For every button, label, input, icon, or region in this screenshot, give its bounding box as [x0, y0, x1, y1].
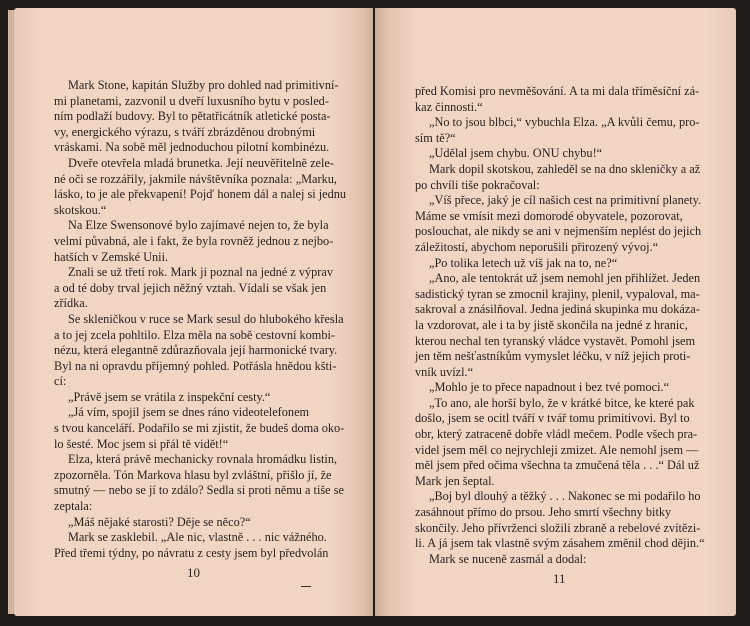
text-line: Byl na ni opravdu příjemný pohled. Potřásla hnědou kšti-	[54, 358, 337, 373]
printer-mark	[301, 586, 311, 587]
text-line: „Boj byl dlouhý a těžký . . . Nakonec se mi podařilo ho	[429, 489, 701, 504]
text-line: skončily. Jeho přívrženci složili zbraně a rebelové zvítězi-	[415, 520, 701, 535]
right-page-text	[415, 84, 715, 567]
text-line: skotskou.“	[54, 202, 107, 217]
text-line: „Ano, ale tentokrát už jsem nemohl jen přihlížet. Jeden	[429, 271, 701, 286]
text-line: Na Elze Swensonové bylo zajímavé nejen to, že byla	[68, 218, 329, 233]
text-line: sakroval a znásilňoval. Jedna jediná skupinka mu dokáza-	[415, 302, 700, 317]
text-line: jen těm nešťastníkům vymyslet léčku, v níž jejich proti-	[415, 349, 691, 364]
text-line: měl jsem před očima všechna ta zmučená těla . . .“ Dál už	[415, 458, 700, 473]
text-line: sím tě?“	[415, 130, 456, 145]
right-page	[375, 8, 736, 616]
text-line: Mark jen šeptal.	[415, 473, 495, 488]
text-line: videl jsem měl co nejrychleji zmizet. Ale nemohl jsem —	[415, 442, 699, 457]
text-line: před Komisi pro nevměšování. A ta mi dala tříměsíční zá-	[415, 84, 700, 98]
text-line: mi planetami, zazvonil u dveří luxusního bytu v posled-	[54, 93, 329, 108]
text-line: došlo, jsem se ocitl tváří v tvář tomu primitivovi. Byl to	[415, 411, 690, 426]
text-line: Dveře otevřela mladá brunetka. Její neuvěřitelně zele-	[68, 155, 334, 170]
text-line: „Po tolika letech už víš jak na to, ne?“	[429, 255, 618, 270]
right-page-number: 11	[553, 571, 566, 586]
text-line: „Udělal jsem chybu. ONU chybu!“	[429, 146, 603, 161]
text-line: „Máš nějaké starosti? Děje se něco?“	[68, 514, 251, 529]
text-line: „Mohlo je to přece napadnout i bez tvé pomoci.“	[429, 380, 670, 395]
text-line: s tvou kanceláří. Podařilo se mi zjistit, že budeš doma oko-	[54, 421, 345, 436]
left-page-text	[54, 78, 366, 561]
text-line: Mark se zasklebil. „Ale nic, vlastně . . . nic vážného.	[68, 530, 327, 545]
text-line: Před třemi týdny, po návratu z cesty jsem byl předvolán	[54, 545, 329, 560]
text-line: né oči se rozzářily, jakmile návštěvníka poznala: „Marku,	[54, 171, 337, 186]
text-line: la vzdorovat, ale i ta by jistě skončila na jedné z hranic,	[415, 317, 688, 332]
text-line: „To ano, ale horší bylo, že v krátké bitce, ke které pak	[429, 395, 695, 410]
text-line: lásko, to je ale překvapení! Pojď honem dál a nalej si jednu	[54, 187, 347, 202]
text-line: Znali se už třetí rok. Mark ji poznal na jedné z výprav	[68, 265, 333, 280]
text-line: Se skleničkou v ruce se Mark sesul do hlubokého křesla	[68, 311, 344, 326]
text-line: „Já vím, spojil jsem se dnes ráno videotelefonem	[68, 405, 310, 420]
text-line: smutný — nebo se jí to zdálo? Sedla si proti němu a tiše se	[54, 483, 344, 498]
text-line: Elza, která právě mechanicky rovnala hromádku listin,	[68, 452, 338, 467]
text-line: vník uvízl.“	[415, 364, 474, 379]
text-line: a to jej zcela pohltilo. Elza měla na sobě cestovní kombi-	[54, 327, 336, 342]
text-line: cí:	[54, 374, 67, 389]
text-line: po chvíli tiše pokračoval:	[415, 177, 540, 192]
text-line: Máme se vmísit mezi domorodé obyvatele, pozorovat,	[415, 208, 683, 223]
text-line: Mark Stone, kapitán Služby pro dohled nad primitivní-	[68, 78, 339, 92]
text-line: a od té doby trval jejich něžný vztah. Vídali se však jen	[54, 280, 327, 295]
text-line: „No to jsou blbci,“ vybuchla Elza. „A kvůli čemu, pro-	[429, 115, 700, 130]
text-line: vy, energického výrazu, s tváří zbrázděnou drobnými	[54, 124, 316, 139]
text-line: Mark se nuceně zasmál a dodal:	[429, 551, 587, 566]
text-line: poslouchat, ale nikdy se ani v nejmenším neplést do jejich	[415, 224, 702, 239]
text-line: li. A já jsem tak vlastně svým zásahem změnil chod dějin.“	[415, 536, 705, 551]
text-line: zpozorněla. Tón Markova hlasu byl zvláštní, přišlo jí, že	[54, 467, 332, 482]
text-line: velmi půvabná, ale i fakt, že byla rovněž jednou z nejbo-	[54, 233, 334, 248]
text-line: záležitostí, abychom neporušili přirozený vývoj.“	[415, 239, 659, 254]
text-line: zřídka.	[54, 296, 88, 311]
text-line: obr, který zatraceně dobře vládl mečem. Podle všech pra-	[415, 427, 698, 442]
text-line: „Právě jsem se vrátila z inspekční cesty.“	[68, 389, 271, 404]
text-line: nézu, která elegantně zdůrazňovala její harmonické tvary.	[54, 343, 338, 358]
text-line: lo šesté. Moc jsem si přál tě vidět!“	[54, 436, 229, 451]
text-line: zasáhnout přímo do prsou. Jeho smrtí všechny bitky	[415, 505, 672, 520]
text-line: sadistický tyran se zmocnil krajiny, plenil, vypaloval, ma-	[415, 286, 700, 301]
text-line: „Víš přece, jaký je cíl našich cest na primitivní planety.	[429, 193, 702, 208]
text-line: kaz činnosti.“	[415, 99, 483, 114]
text-line: ním podlaží budovy. Byl to pětatřicátník atletické posta-	[54, 109, 331, 124]
text-line: kterou nechal ten tyranský vládce vystavět. Pomohl jsem	[415, 333, 696, 348]
left-page-number: 10	[187, 565, 200, 580]
text-line: zeptala:	[54, 499, 93, 514]
text-line: hatších v Zemské Unii.	[54, 249, 169, 264]
text-line: vráskami. Na sobě měl jednoduchou pilotní kombinézu.	[54, 140, 330, 155]
text-line: Mark dopil skotskou, zahleděl se na dno skleničky a až	[429, 161, 701, 176]
left-page	[14, 8, 373, 616]
